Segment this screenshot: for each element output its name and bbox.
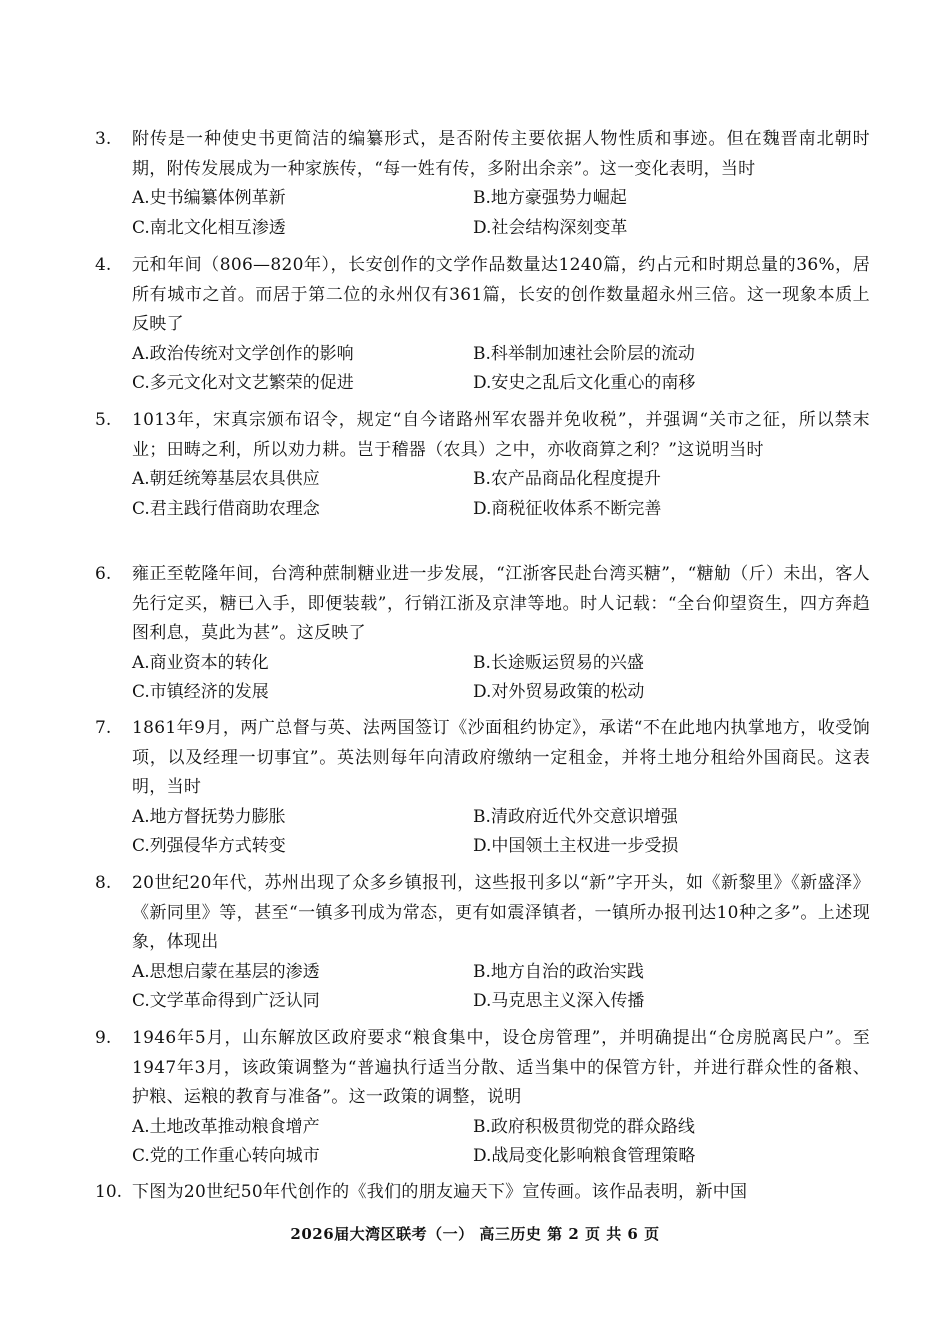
question-stem: 附传是一种使史书更简洁的编纂形式，是否附传主要依据人物性质和事迹。但在魏晋南北朝时期，附传发展成为一种家族传，“每一姓有传，多附出余亲”。这一变化表明，当时 xyxy=(132,129,870,179)
question-number: 9. xyxy=(95,1028,112,1048)
question-stem: 下图为20世纪50年代创作的《我们的朋友遍天下》宣传画。该作品表明，新中国 xyxy=(132,1182,748,1202)
option-d: D.商税征收体系不断完善 xyxy=(473,498,662,519)
option-d: D.战局变化影响粮食管理策略 xyxy=(473,1146,696,1166)
question-number: 4. xyxy=(95,255,112,275)
option-b: B.长途贩运贸易的兴盛 xyxy=(473,652,644,673)
question-stem: 1013年，宋真宗颁布诏令，规定“自今诸路州军农器并免收税”，并强调“关市之征，所以禁末业；田畴之利，所以劝力耕。岂于稽器（农具）之中，亦收商算之利？”这说明当时 xyxy=(132,410,870,460)
option-c: C.文学革命得到广泛认同 xyxy=(132,991,320,1011)
page-footer: 2026届大湾区联考（一） 高三历史 第 2 页 共 6 页 xyxy=(290,1225,660,1243)
option-d: D.对外贸易政策的松动 xyxy=(473,682,645,702)
option-c: C.南北文化相互渗透 xyxy=(132,217,286,238)
question-6 xyxy=(95,560,870,708)
question-number: 6. xyxy=(95,564,112,584)
question-4 xyxy=(95,251,870,399)
option-b: B.地方豪强势力崛起 xyxy=(473,188,627,208)
options xyxy=(132,1113,870,1172)
question-stem: 20世纪20年代，苏州出现了众多乡镇报刊，这些报刊多以“新”字开头，如《新黎里》《新盛泽》《新同里》等，甚至“一镇多刊成为常态，更有如震泽镇者，一镇所办报刊达10种之多”。上述现象，体现出 xyxy=(132,873,870,952)
option-c: C.君主践行借商助农理念 xyxy=(132,498,320,519)
options xyxy=(132,465,870,524)
option-a: A.朝廷统筹基层农具供应 xyxy=(132,469,320,489)
question-stem: 雍正至乾隆年间，台湾种蔗制糖业进一步发展，“江浙客民赴台湾买糖”，“糖觔（斤）未出，客人先行定买，糖已入手，即便装载”，行销江浙及京津等地。时人记载：“全台仰望资生，四方奔趋图利息，莫此为甚”。这反映了 xyxy=(132,564,870,643)
question-5 xyxy=(95,406,870,524)
option-d: D.中国领土主权进一步受损 xyxy=(473,836,679,856)
option-a: A.地方督抚势力膨胀 xyxy=(132,806,286,827)
question-3 xyxy=(95,125,870,243)
option-a: A.土地改革推动粮食增产 xyxy=(132,1116,320,1137)
option-a: A.思想启蒙在基层的渗透 xyxy=(132,961,320,982)
option-b: B.政府积极贯彻党的群众路线 xyxy=(473,1116,695,1137)
option-b: B.科举制加速社会阶层的流动 xyxy=(473,343,695,364)
option-d: D.社会结构深刻变革 xyxy=(473,217,628,238)
options xyxy=(132,958,870,1017)
option-d: D.马克思主义深入传播 xyxy=(473,991,645,1011)
option-c: C.列强侵华方式转变 xyxy=(132,836,286,856)
question-number: 3. xyxy=(95,129,112,149)
option-b: B.清政府近代外交意识增强 xyxy=(473,806,678,827)
question-number: 10. xyxy=(95,1182,123,1202)
question-stem: 1861年9月，两广总督与英、法两国签订《沙面租约协定》，承诺“不在此地内执掌地方，收受饷项，以及经理一切事宜”。英法则每年向清政府缴纳一定租金，并将土地分租给外国商民。这表明，当时 xyxy=(132,718,870,797)
question-8 xyxy=(95,869,870,1017)
option-a: A.政治传统对文学创作的影响 xyxy=(132,343,354,364)
question-number: 8. xyxy=(95,873,112,893)
option-a: A.史书编纂体例革新 xyxy=(132,188,286,208)
options xyxy=(132,803,870,862)
option-a: A.商业资本的转化 xyxy=(132,652,269,673)
option-c: C.党的工作重心转向城市 xyxy=(132,1146,320,1166)
options xyxy=(132,184,870,243)
option-c: C.市镇经济的发展 xyxy=(132,682,269,702)
question-9 xyxy=(95,1024,870,1172)
question-7 xyxy=(95,714,870,862)
options xyxy=(132,649,870,708)
question-stem: 元和年间（806—820年），长安创作的文学作品数量达1240篇，约占元和时期总量的36%，居所有城市之首。而居于第二位的永州仅有361篇，长安的创作数量超永州三倍。这一现象本质上反映了 xyxy=(132,255,870,334)
option-b: B.农产品商品化程度提升 xyxy=(473,469,661,489)
question-number: 7. xyxy=(95,718,112,738)
option-c: C.多元文化对文艺繁荣的促进 xyxy=(132,373,354,393)
option-b: B.地方自治的政治实践 xyxy=(473,961,644,982)
question-stem: 1946年5月，山东解放区政府要求“粮食集中，设仓房管理”，并明确提出“仓房脱离民户”。至1947年3月，该政策调整为“普遍执行适当分散、适当集中的保管方针，并进行群众性的备粮、护粮、运粮的教育与准备”。这一政策的调整，说明 xyxy=(132,1028,870,1107)
option-d: D.安史之乱后文化重心的南移 xyxy=(473,373,696,393)
question-number: 5. xyxy=(95,410,112,430)
question-10 xyxy=(95,1178,870,1208)
options xyxy=(132,340,870,399)
